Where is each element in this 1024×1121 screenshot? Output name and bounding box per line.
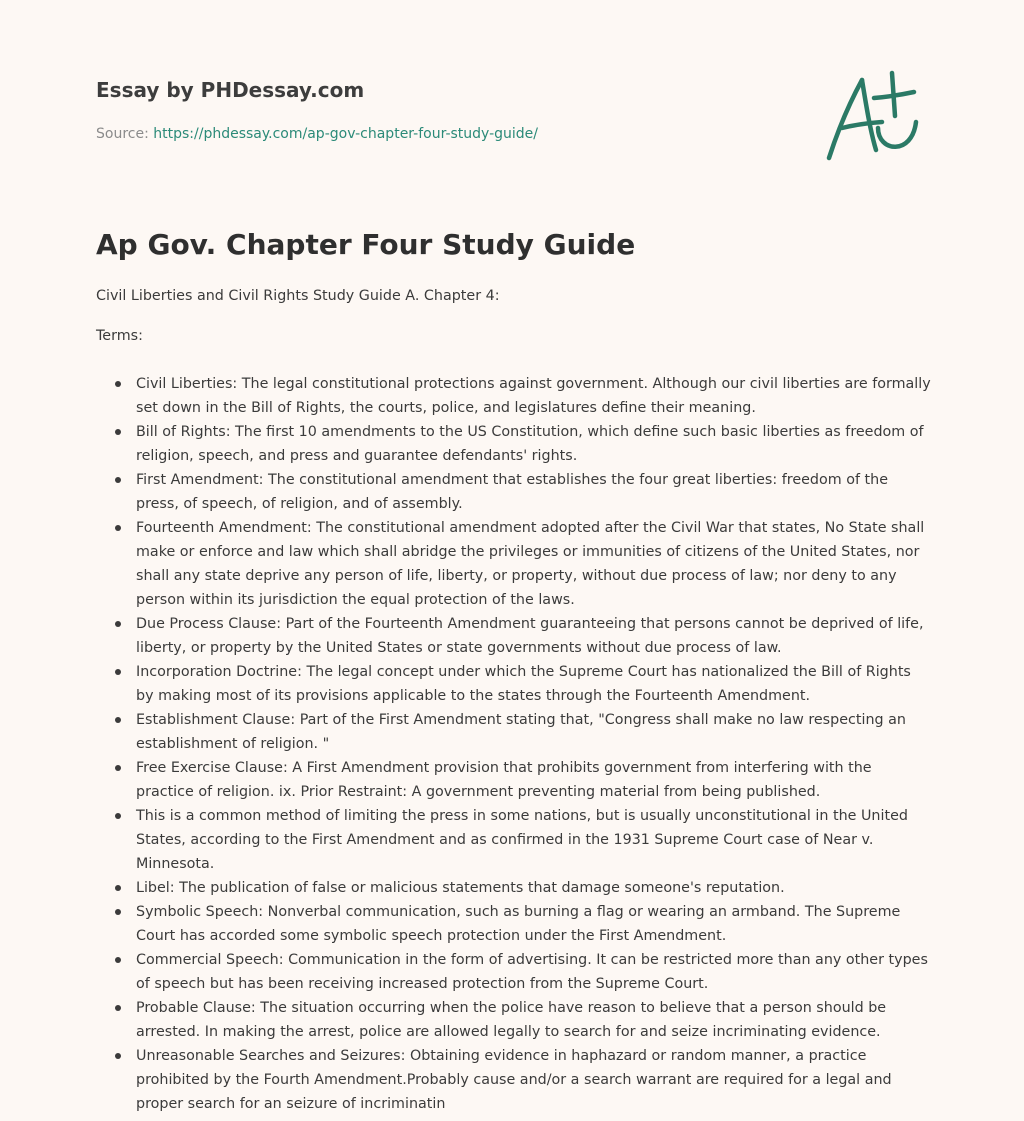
source-label: Source: <box>96 126 154 142</box>
list-item: Incorporation Doctrine: The legal concept under which the Supreme Court has nationalized the Bill of Rights by making most of its provisions applicable to the states through the Fourteenth Amendment. <box>96 660 932 708</box>
list-item: Symbolic Speech: Nonverbal communication, such as burning a flag or wearing an armband. The Supreme Court has accorded some symbolic speech protection under the First Amendment. <box>96 900 932 948</box>
a-plus-logo-icon <box>822 68 926 164</box>
list-item: Unreasonable Searches and Seizures: Obtaining evidence in haphazard or random manner, a practice prohibited by the Fourth Amendment.Probably cause and/or a search warrant are required for a legal and proper search for an seizure of incriminatin <box>96 1044 932 1116</box>
list-item: Libel: The publication of false or malicious statements that damage someone's reputation. <box>96 876 932 900</box>
list-item: Fourteenth Amendment: The constitutional amendment adopted after the Civil War that states, No State shall make or enforce and law which shall abridge the privileges or immunities of citizens of the United States, nor shall any state deprive any person of life, liberty, or property, without due process of law; nor deny to any person within its jurisdiction the equal protection of the laws. <box>96 516 932 612</box>
list-item: Due Process Clause: Part of the Fourteenth Amendment guaranteeing that persons cannot be deprived of life, liberty, or property by the United States or state governments without due process of law. <box>96 612 932 660</box>
source-link[interactable]: https://phdessay.com/ap-gov-chapter-four-study-guide/ <box>153 126 538 142</box>
list-item: Probable Clause: The situation occurring when the police have reason to believe that a person should be arrested. In making the arrest, police are allowed legally to search for and seize incriminating evidence. <box>96 996 932 1044</box>
document-title: Ap Gov. Chapter Four Study Guide <box>96 228 636 261</box>
document-body <box>96 284 932 1116</box>
list-item: This is a common method of limiting the press in some nations, but is usually unconstitutional in the United States, according to the First Amendment and as confirmed in the 1931 Supreme Court case of Near v. Minnesota. <box>96 804 932 876</box>
intro-paragraph: Civil Liberties and Civil Rights Study Guide A. Chapter 4: <box>96 288 500 304</box>
list-item: Civil Liberties: The legal constitutional protections against government. Although our civil liberties are formally set down in the Bill of Rights, the courts, police, and legislatures define their meaning. <box>96 372 932 420</box>
list-item: Establishment Clause: Part of the First Amendment stating that, "Congress shall make no law respecting an establishment of religion. " <box>96 708 932 756</box>
list-item: First Amendment: The constitutional amendment that establishes the four great liberties: freedom of the press, of speech, of religion, and of assembly. <box>96 468 932 516</box>
site-title: Essay by PHDessay.com <box>96 78 365 102</box>
list-item: Commercial Speech: Communication in the form of advertising. It can be restricted more than any other types of speech but has been receiving increased protection from the Supreme Court. <box>96 948 932 996</box>
source-line <box>96 124 538 144</box>
list-item: Free Exercise Clause: A First Amendment provision that prohibits government from interfering with the practice of religion. ix. Prior Restraint: A government preventing material from being published. <box>96 756 932 804</box>
list-item: Bill of Rights: The first 10 amendments to the US Constitution, which define such basic liberties as freedom of religion, speech, and press and guarantee defendants' rights. <box>96 420 932 468</box>
terms-heading: Terms: <box>96 328 143 344</box>
page-header <box>96 76 696 142</box>
terms-list <box>96 372 932 1116</box>
